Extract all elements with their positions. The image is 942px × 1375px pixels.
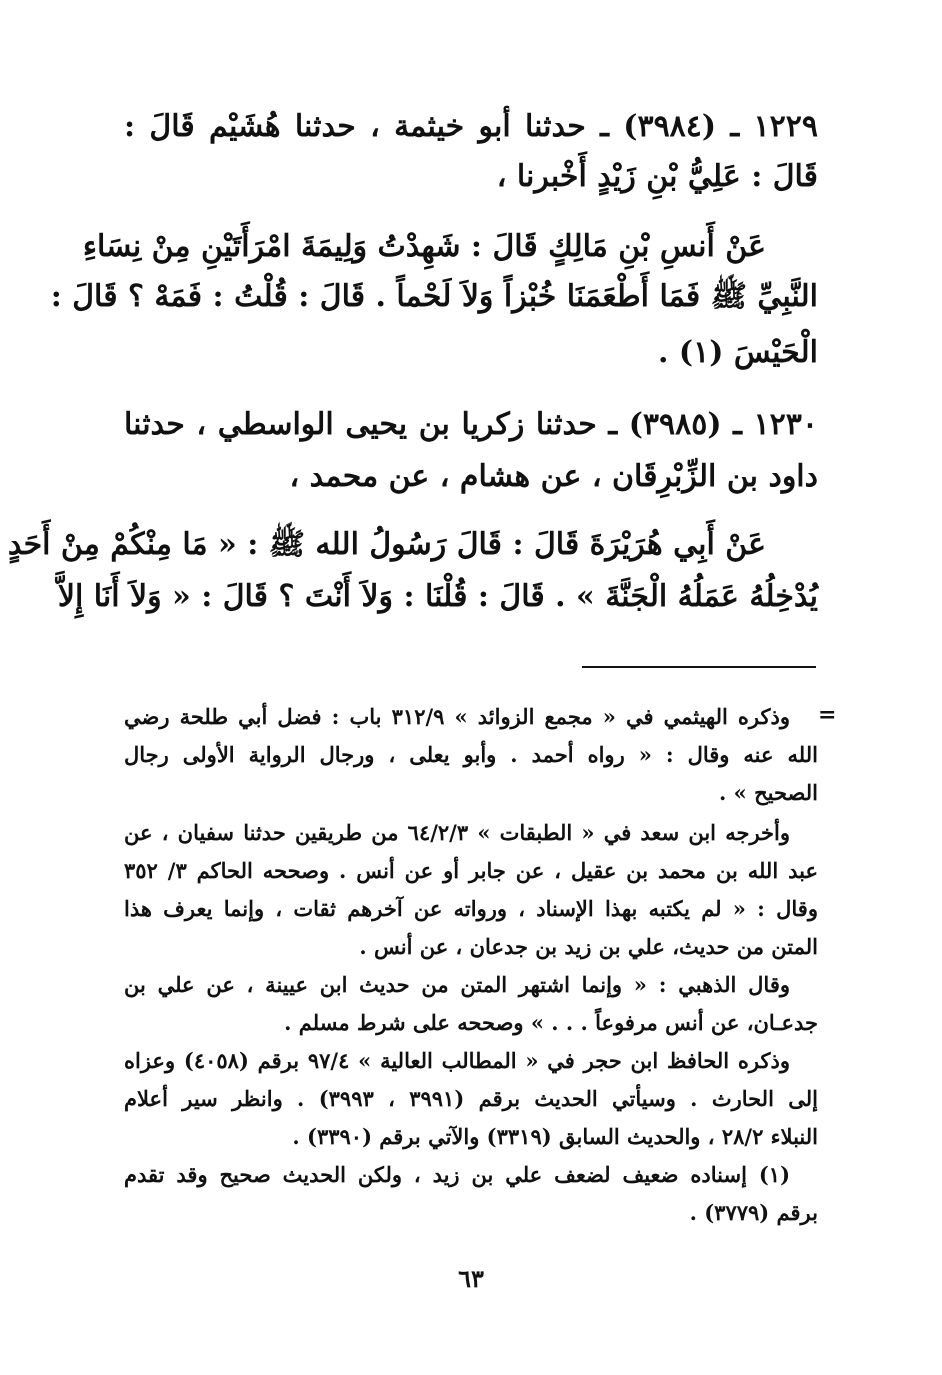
hadith-1229-text-line-1: عَنْ أَنسِ بْنِ مَالِكٍ قَالَ : شَهِدْتُ وَلِيمَةَ امْرَأَتَيْنِ مِنْ نِسَاءِ — [82, 229, 766, 264]
footnote-line: جدعـان، عن أنس مرفوعاً . . . » وصححه على شرط مسلم . — [284, 1010, 818, 1035]
footnote-1-continued: برقم (٣٧٧٩) . — [689, 1200, 818, 1225]
hadith-1230-text-line-1: عَنْ أَبِي هُرَيْرَةَ قَالَ : قَالَ رَسُولُ الله ﷺ : « مَا مِنْكُمْ مِنْ أَحَدٍ — [7, 527, 766, 562]
hadith-1229-text-line-2: النَّبِيِّ ﷺ فَمَا أَطْعَمَنَا خُبْزاً وَلاَ لَحْماً . قَالَ : قُلْتُ : فَمَهْ ؟ قَالَ : — [50, 279, 818, 314]
footnote-line: الصحيح » . — [719, 780, 818, 805]
footnote-line: وأخرجه ابن سعد في « الطبقات » ٦٤/٢/٣ من طريقين حدثنا سفيان ، عن — [124, 820, 790, 845]
footnote-line: وقال الذهبي : « وإنما اشتهر المتن من حديث ابن عيينة ، عن علي بن — [124, 972, 790, 997]
footnote-line: عبد الله بن محمد بن عقيل ، عن جابر أو عن أنس . وصححه الحاكم ٣/ ٣٥٢ — [124, 858, 818, 883]
footnote-separator — [582, 666, 816, 668]
hadith-1230-text-line-2: يُدْخِلُهُ عَمَلُهُ الْجَنَّةَ » . قَالَ : قُلْنَا : وَلاَ أَنْتَ ؟ قَالَ : « وَلاَ أَنَا إِلاَّ — [57, 579, 818, 614]
footnote-line: وقال : « لم يكتبه بهذا الإسناد ، ورواته عن آخرهم ثقات ، وإنما يعرف هذا — [124, 896, 818, 921]
footnote-line: وذكره الهيثمي في « مجمع الزوائد » ٣١٢/٩ باب : فضل أبي طلحة رضي — [124, 704, 790, 729]
hadith-1229-text-line-3: الْحَيْسَ (١) . — [658, 335, 818, 370]
footnote-continuation-marker: = — [818, 702, 837, 728]
footnote-1: (١) إسناده ضعيف لضعف علي بن زيد ، ولكن الحديث صحيح وقد تقدم — [124, 1162, 790, 1187]
footnote-line: وذكره الحافظ ابن حجر في « المطالب العالية » ٩٧/٤ برقم (٤٠٥٨) وعزاه — [124, 1048, 790, 1073]
footnote-line: إلى الحارث . وسيأتي الحديث برقم (٣٩٩١ ، ٣٩٩٣) . وانظر سير أعلام — [124, 1086, 818, 1111]
footnote-line: المتن من حديث، علي بن زيد بن جدعان ، عن أنس . — [359, 934, 818, 959]
hadith-1229-chain: قَالَ : عَلِيُّ بْنِ زَيْدٍ أَخْبرنا ، — [496, 159, 818, 194]
hadith-1230-chain: داود بن الزِّبْرِقَان ، عن هشام ، عن محمد ، — [289, 459, 818, 494]
hadith-1229-header: ١٢٢٩ ـ (٣٩٨٤) ـ حدثنا أبو خيثمة ، حدثنا هُشَيْم قَالَ : — [124, 109, 818, 144]
footnote-line: الله عنه وقال : « رواه أحمد . وأبو يعلى ، ورجال الرواية الأولى رجال — [124, 742, 818, 767]
page-number: ٦٣ — [458, 1264, 484, 1293]
hadith-1230-header: ١٢٣٠ ـ (٣٩٨٥) ـ حدثنا زكريا بن يحيى الواسطي ، حدثنا — [124, 407, 818, 442]
footnote-line: النبلاء ٢٨/٢ ، والحديث السابق (٣٣١٩) والآتي برقم (٣٣٩٠) . — [292, 1124, 818, 1149]
